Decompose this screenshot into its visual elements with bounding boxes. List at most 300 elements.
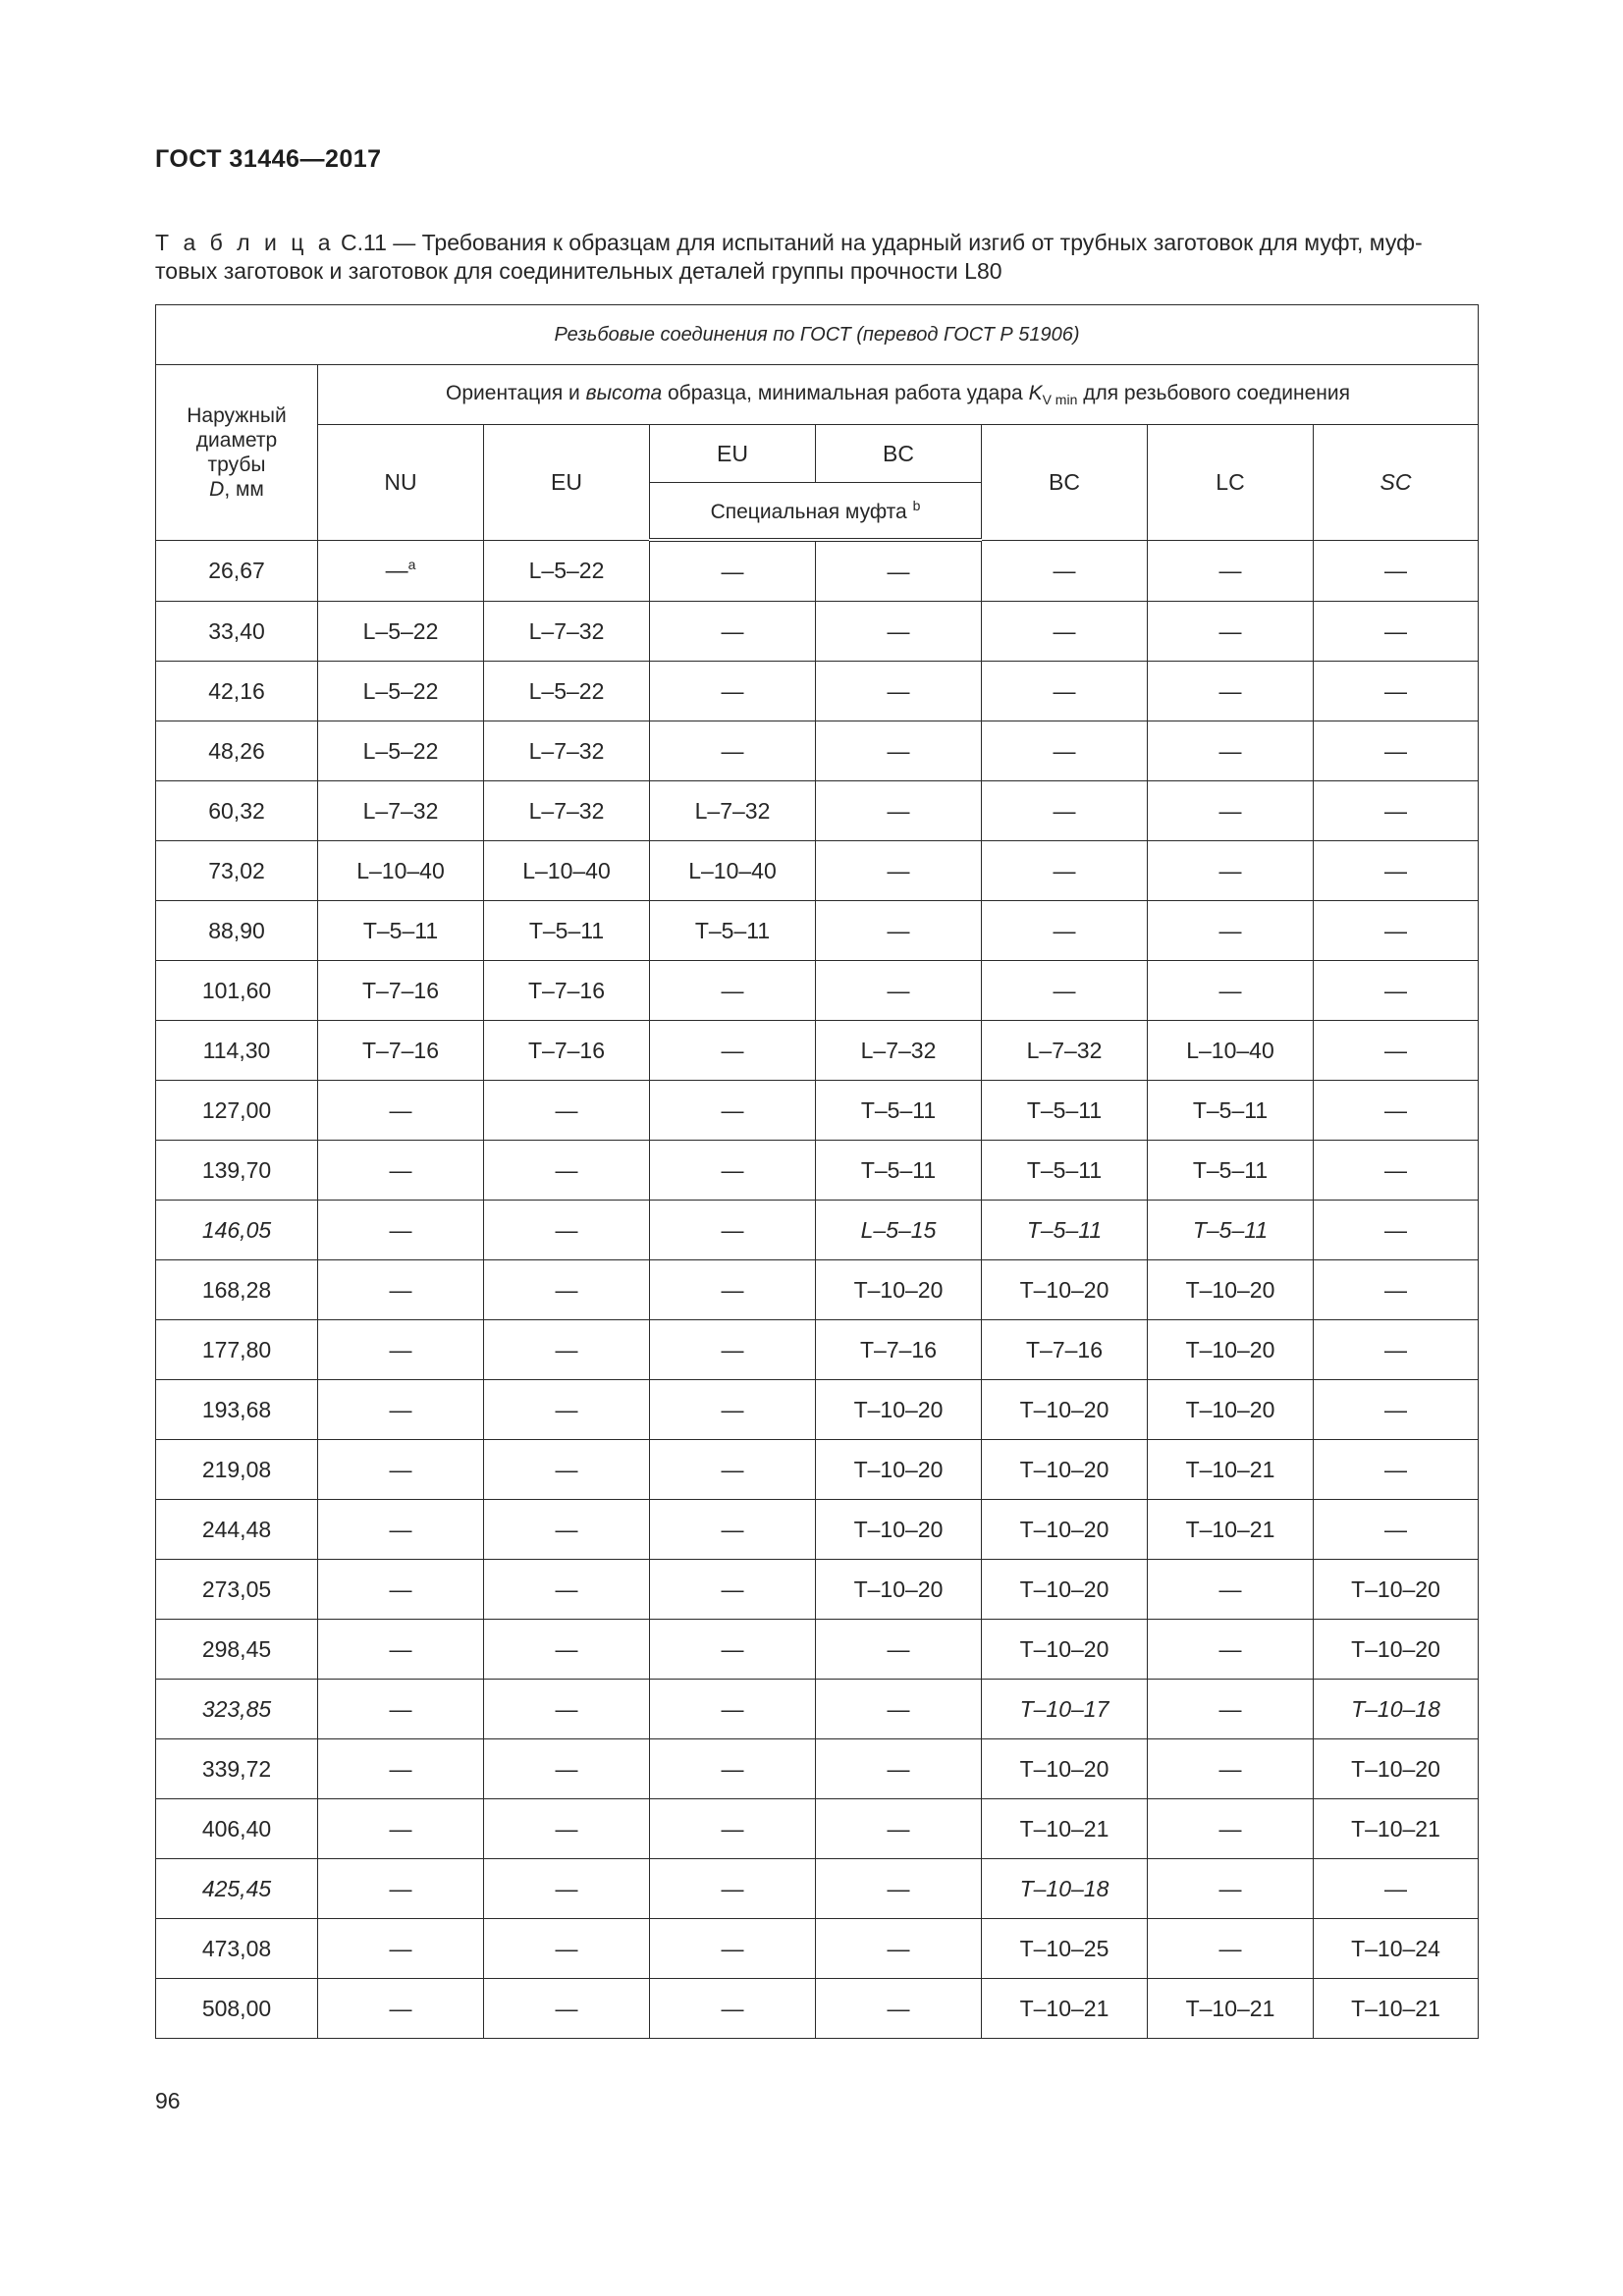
table-cell xyxy=(816,1201,982,1260)
table-cell xyxy=(1314,1620,1479,1680)
cell-value: — xyxy=(1384,557,1407,583)
cell-value: — xyxy=(389,1995,412,2021)
table-cell xyxy=(1314,1260,1479,1320)
cell-value: — xyxy=(721,1815,744,1842)
table-row xyxy=(156,1799,1479,1859)
cell-value: — xyxy=(555,1935,578,1961)
cell-value: L–5–15 xyxy=(860,1216,937,1243)
diameter-cell xyxy=(156,1440,318,1500)
cell-value: T–7–16 xyxy=(1025,1336,1103,1362)
table-cell xyxy=(1148,1919,1314,1979)
diameter-cell xyxy=(156,1799,318,1859)
table-row xyxy=(156,1380,1479,1440)
specimen-requirements-table xyxy=(155,304,1479,2039)
cell-value: — xyxy=(721,1456,744,1482)
table-cell xyxy=(650,1919,816,1979)
cell-value: — xyxy=(389,1875,412,1901)
table-cell xyxy=(650,1859,816,1919)
cell-value: — xyxy=(1384,1156,1407,1183)
cell-value: — xyxy=(1384,1396,1407,1422)
table-row xyxy=(156,1859,1479,1919)
cell-value: T–10–24 xyxy=(1351,1935,1440,1961)
cell-value: 339,72 xyxy=(201,1755,272,1782)
cell-value: T–7–16 xyxy=(361,977,439,1003)
table-cell xyxy=(816,1380,982,1440)
cell-value: — xyxy=(721,1096,744,1123)
table-cell xyxy=(484,1979,650,2039)
diameter-cell xyxy=(156,1141,318,1201)
table-cell xyxy=(1148,1979,1314,2039)
table-cell xyxy=(650,1260,816,1320)
table-cell xyxy=(982,1021,1148,1081)
table-cell xyxy=(650,1081,816,1141)
table-cell xyxy=(318,1799,484,1859)
table-cell xyxy=(1314,1560,1479,1620)
table-cell xyxy=(982,1141,1148,1201)
cell-value: — xyxy=(887,617,910,644)
table-cell xyxy=(1148,1260,1314,1320)
table-cell xyxy=(1314,602,1479,662)
table-row xyxy=(156,1680,1479,1739)
cell-value: — xyxy=(1218,1575,1242,1602)
table-cell xyxy=(484,1739,650,1799)
cell-value: T–5–11 xyxy=(1026,1216,1103,1243)
cell-value: — xyxy=(721,977,744,1003)
cell-value: — xyxy=(1384,1216,1407,1243)
table-cell xyxy=(484,662,650,721)
table-cell xyxy=(650,1141,816,1201)
cell-value: — xyxy=(389,1575,412,1602)
special-coupling-label: Специальная муфта xyxy=(710,500,907,523)
cell-value: L–5–22 xyxy=(362,617,439,644)
diameter-cell xyxy=(156,721,318,781)
cell-value: T–10–20 xyxy=(1185,1336,1275,1362)
table-body xyxy=(156,540,1479,2039)
cell-value: 101,60 xyxy=(201,977,272,1003)
cell-value: — xyxy=(721,1695,744,1722)
document-header: ГОСТ 31446—2017 xyxy=(155,145,382,173)
table-cell xyxy=(1314,961,1479,1021)
table-cell xyxy=(982,901,1148,961)
cell-value: — xyxy=(389,1635,412,1662)
cell-value: — xyxy=(1218,1635,1242,1662)
col-header-bc: BC xyxy=(982,425,1148,541)
table-row xyxy=(156,1919,1479,1979)
cell-value: T–10–20 xyxy=(1019,1575,1109,1602)
cell-value: T–10–21 xyxy=(1019,1995,1109,2021)
table-row xyxy=(156,1979,1479,2039)
table-cell xyxy=(816,1560,982,1620)
cell-value: L–7–32 xyxy=(694,797,771,824)
table-cell xyxy=(1314,1799,1479,1859)
table-cell xyxy=(816,1680,982,1739)
cell-value: — xyxy=(1384,1276,1407,1303)
orientation-text-3: для резьбового соединения xyxy=(1077,381,1350,404)
diameter-unit: , мм xyxy=(224,477,264,501)
cell-value: — xyxy=(389,1216,412,1243)
table-cell xyxy=(1314,721,1479,781)
cell-value: T–10–20 xyxy=(1019,1456,1109,1482)
cell-value: L–7–32 xyxy=(860,1037,937,1063)
table-row xyxy=(156,662,1479,721)
cell-value: — xyxy=(887,797,910,824)
table-row xyxy=(156,1500,1479,1560)
table-cell xyxy=(650,1440,816,1500)
table-cell xyxy=(1148,1081,1314,1141)
cell-value: T–5–11 xyxy=(694,917,771,943)
diameter-cell xyxy=(156,602,318,662)
cell-value: — xyxy=(1053,977,1076,1003)
cell-value: — xyxy=(1384,1096,1407,1123)
cell-value: — xyxy=(1218,977,1242,1003)
table-cell xyxy=(982,1919,1148,1979)
diameter-cell xyxy=(156,1739,318,1799)
table-cell xyxy=(982,1320,1148,1380)
cell-value: — xyxy=(389,1156,412,1183)
cell-value: T–10–20 xyxy=(1019,1635,1109,1662)
table-cell xyxy=(1314,1320,1479,1380)
table-row xyxy=(156,602,1479,662)
diameter-label-1: Наружный xyxy=(187,403,287,427)
table-cell xyxy=(484,1260,650,1320)
cell-value: T–5–11 xyxy=(860,1156,937,1183)
orientation-text-italic: высота xyxy=(585,381,663,404)
table-cell xyxy=(484,901,650,961)
cell-value: — xyxy=(555,1396,578,1422)
caption-prefix: Т а б л и ц а xyxy=(155,230,335,255)
cell-value: — xyxy=(389,1456,412,1482)
cell-value: — xyxy=(1384,617,1407,644)
cell-value: — xyxy=(887,1815,910,1842)
diameter-column-header xyxy=(156,365,318,541)
cell-value: T–10–21 xyxy=(1351,1815,1440,1842)
table-cell xyxy=(1148,1680,1314,1739)
table-cell xyxy=(484,781,650,841)
cell-value: T–10–21 xyxy=(1185,1516,1275,1542)
cell-value: — xyxy=(389,1695,412,1722)
table-cell xyxy=(982,1081,1148,1141)
cell-value: — xyxy=(1053,917,1076,943)
diameter-cell xyxy=(156,781,318,841)
table-cell xyxy=(816,1500,982,1560)
table-cell xyxy=(650,1979,816,2039)
cell-value: L–5–22 xyxy=(528,557,605,583)
cell-value: — xyxy=(555,1096,578,1123)
cell-value: T–5–11 xyxy=(1192,1096,1269,1123)
table-cell xyxy=(1314,1979,1479,2039)
cell-value: 88,90 xyxy=(208,917,265,943)
table-cell xyxy=(318,1320,484,1380)
table-cell xyxy=(982,841,1148,901)
cell-value: L–5–22 xyxy=(528,677,605,704)
col-header-eu-special: EU xyxy=(650,425,816,483)
cell-value: — xyxy=(721,1336,744,1362)
cell-value: — xyxy=(721,1995,744,2021)
table-cell xyxy=(318,662,484,721)
table-cell xyxy=(1148,1620,1314,1680)
table-cell xyxy=(318,1141,484,1201)
table-cell xyxy=(1148,1320,1314,1380)
cell-value: T–10–20 xyxy=(853,1575,944,1602)
cell-value: — xyxy=(1053,797,1076,824)
cell-value: T–10–18 xyxy=(1019,1875,1109,1901)
cell-value: — xyxy=(1053,857,1076,883)
table-cell xyxy=(1148,1440,1314,1500)
table-cell xyxy=(816,1440,982,1500)
table-cell xyxy=(484,1440,650,1500)
cell-value: T–10–21 xyxy=(1351,1995,1440,2021)
cell-value: T–5–11 xyxy=(860,1096,937,1123)
cell-value: — xyxy=(555,1216,578,1243)
cell-value: — xyxy=(389,1516,412,1542)
cell-value: — xyxy=(1218,857,1242,883)
table-row xyxy=(156,1320,1479,1380)
cell-value: — xyxy=(1218,557,1242,583)
table-cell xyxy=(318,1201,484,1260)
table-cell xyxy=(318,781,484,841)
table-cell xyxy=(1148,901,1314,961)
cell-value: — xyxy=(887,1995,910,2021)
diameter-cell xyxy=(156,901,318,961)
cell-value: 219,08 xyxy=(201,1456,272,1482)
cell-value: — xyxy=(1053,677,1076,704)
table-row xyxy=(156,901,1479,961)
cell-value: — xyxy=(1384,1875,1407,1901)
cell-value: T–10–20 xyxy=(1019,1516,1109,1542)
table-cell xyxy=(484,1081,650,1141)
cell-value: 73,02 xyxy=(208,857,265,883)
table-cell xyxy=(816,721,982,781)
cell-value: T–7–16 xyxy=(527,977,605,1003)
table-cell xyxy=(1148,1141,1314,1201)
cell-value: 168,28 xyxy=(201,1276,272,1303)
cell-value: — xyxy=(555,1635,578,1662)
table-cell xyxy=(982,721,1148,781)
cell-value: — xyxy=(1218,917,1242,943)
orientation-header xyxy=(318,365,1479,425)
cell-value: 114,30 xyxy=(202,1037,271,1063)
cell-value: T–5–11 xyxy=(1026,1096,1103,1123)
table-cell xyxy=(1148,1380,1314,1440)
table-cell xyxy=(318,961,484,1021)
cell-value: — xyxy=(1218,1815,1242,1842)
table-row xyxy=(156,721,1479,781)
cell-value: — xyxy=(721,1276,744,1303)
cell-value: — xyxy=(1218,1755,1242,1782)
cell-value: — xyxy=(555,1276,578,1303)
cell-value: — xyxy=(389,1815,412,1842)
table-cell xyxy=(484,1201,650,1260)
diameter-cell xyxy=(156,1560,318,1620)
cell-value: — xyxy=(721,617,744,644)
table-cell xyxy=(982,961,1148,1021)
cell-value: — xyxy=(721,1396,744,1422)
table-cell xyxy=(1148,662,1314,721)
table-cell xyxy=(982,1500,1148,1560)
cell-value: 193,68 xyxy=(201,1396,272,1422)
cell-value: T–10–20 xyxy=(1019,1276,1109,1303)
table-cell xyxy=(484,1620,650,1680)
table-cell xyxy=(1148,721,1314,781)
cell-value: — xyxy=(1384,677,1407,704)
table-cell xyxy=(1148,1799,1314,1859)
table-cell xyxy=(650,602,816,662)
cell-value: — xyxy=(555,1336,578,1362)
cell-value: — xyxy=(555,1755,578,1782)
cell-value: — xyxy=(1384,797,1407,824)
diameter-cell xyxy=(156,1380,318,1440)
cell-value: — xyxy=(1053,737,1076,764)
table-cell xyxy=(982,1799,1148,1859)
cell-value: — xyxy=(721,1575,744,1602)
table-cell xyxy=(484,1859,650,1919)
cell-value: T–10–25 xyxy=(1019,1935,1109,1961)
table-cell xyxy=(816,1141,982,1201)
table-cell xyxy=(1314,841,1479,901)
cell-value: T–10–21 xyxy=(1185,1456,1275,1482)
page-number: 96 xyxy=(155,2088,181,2113)
cell-value: — xyxy=(1218,677,1242,704)
cell-value: L–5–22 xyxy=(362,737,439,764)
cell-value: T–5–11 xyxy=(1192,1156,1269,1183)
table-row xyxy=(156,1021,1479,1081)
table-cell xyxy=(1314,662,1479,721)
table-cell xyxy=(484,1680,650,1739)
table-cell xyxy=(1314,901,1479,961)
table-cell xyxy=(1148,540,1314,602)
table-cell xyxy=(318,721,484,781)
table-cell xyxy=(318,1919,484,1979)
cell-value: — xyxy=(721,1516,744,1542)
table-row xyxy=(156,1201,1479,1260)
diameter-cell xyxy=(156,961,318,1021)
table-row xyxy=(156,1440,1479,1500)
cell-value: T–7–16 xyxy=(527,1037,605,1063)
cell-value: 298,45 xyxy=(201,1635,272,1662)
table-cell xyxy=(650,1320,816,1380)
table-caption xyxy=(155,229,1481,286)
table-row xyxy=(156,1739,1479,1799)
cell-value: — xyxy=(721,1875,744,1901)
cell-value: — xyxy=(1384,1456,1407,1482)
cell-value: — xyxy=(887,977,910,1003)
table-cell xyxy=(816,1021,982,1081)
diameter-cell xyxy=(156,1620,318,1680)
table-row xyxy=(156,1081,1479,1141)
table-cell xyxy=(318,841,484,901)
diameter-cell xyxy=(156,1979,318,2039)
table-cell xyxy=(1148,1859,1314,1919)
table-cell xyxy=(484,1021,650,1081)
cell-value: 273,05 xyxy=(201,1575,272,1602)
cell-value: — xyxy=(887,917,910,943)
col-header-lc: LC xyxy=(1148,425,1314,541)
cell-value: 33,40 xyxy=(208,617,265,644)
table-cell xyxy=(816,1620,982,1680)
table-cell xyxy=(816,1081,982,1141)
table-cell xyxy=(650,1799,816,1859)
cell-value: — xyxy=(721,1935,744,1961)
cell-value: T–10–20 xyxy=(1019,1755,1109,1782)
table-cell xyxy=(982,602,1148,662)
table-cell xyxy=(650,721,816,781)
cell-value: L–10–40 xyxy=(1186,1037,1274,1063)
cell-value: — xyxy=(389,1276,412,1303)
orientation-text-1: Ориентация и xyxy=(446,381,586,404)
cell-value: T–10–18 xyxy=(1351,1695,1440,1722)
cell-value: — xyxy=(887,558,910,584)
table-cell xyxy=(1148,841,1314,901)
table-cell xyxy=(650,901,816,961)
cell-value: 406,40 xyxy=(201,1815,272,1842)
cell-value: — xyxy=(1384,857,1407,883)
table-cell xyxy=(484,602,650,662)
table-cell xyxy=(982,1440,1148,1500)
table-cell xyxy=(318,1260,484,1320)
diameter-cell xyxy=(156,1320,318,1380)
table-cell xyxy=(1314,1739,1479,1799)
cell-value: T–10–20 xyxy=(1185,1276,1275,1303)
table-cell xyxy=(650,781,816,841)
diameter-label-3: трубы xyxy=(207,453,266,476)
cell-value: — xyxy=(385,558,408,584)
cell-value: — xyxy=(1218,1935,1242,1961)
cell-value: L–7–32 xyxy=(528,797,605,824)
special-coupling-header xyxy=(650,483,982,541)
cell-value: — xyxy=(555,1695,578,1722)
table-cell xyxy=(982,1380,1148,1440)
table-cell xyxy=(318,1081,484,1141)
col-header-eu: EU xyxy=(484,425,650,541)
kv-symbol: K xyxy=(1028,381,1043,404)
cell-value: 127,00 xyxy=(201,1096,272,1123)
cell-value: — xyxy=(887,677,910,704)
cell-value: 42,16 xyxy=(208,677,265,704)
table-cell xyxy=(1314,1859,1479,1919)
cell-value: T–10–20 xyxy=(1351,1635,1440,1662)
table-cell xyxy=(484,961,650,1021)
table-cell xyxy=(816,1799,982,1859)
caption-number: С.11 xyxy=(340,230,387,255)
cell-value: — xyxy=(887,857,910,883)
footnote-b-marker: b xyxy=(912,497,921,513)
table-cell xyxy=(1148,1201,1314,1260)
table-cell xyxy=(816,1260,982,1320)
table-cell xyxy=(816,1739,982,1799)
table-cell xyxy=(1314,1081,1479,1141)
cell-value: — xyxy=(555,1815,578,1842)
cell-value: — xyxy=(389,1755,412,1782)
diameter-label-2: диаметр xyxy=(195,428,278,452)
cell-value: — xyxy=(721,1635,744,1662)
diameter-cell xyxy=(156,1021,318,1081)
table-cell xyxy=(1314,1201,1479,1260)
table-cell xyxy=(484,1141,650,1201)
cell-value: T–10–20 xyxy=(853,1516,944,1542)
diameter-cell xyxy=(156,1859,318,1919)
table-cell xyxy=(1314,540,1479,602)
table-cell xyxy=(1314,1380,1479,1440)
diameter-cell xyxy=(156,1680,318,1739)
table-row xyxy=(156,1141,1479,1201)
cell-value: — xyxy=(721,558,744,584)
cell-value: L–7–32 xyxy=(528,737,605,764)
table-cell xyxy=(816,841,982,901)
table-cell xyxy=(318,1560,484,1620)
cell-value: T–10–20 xyxy=(1019,1396,1109,1422)
table-cell xyxy=(1148,781,1314,841)
table-cell xyxy=(650,662,816,721)
